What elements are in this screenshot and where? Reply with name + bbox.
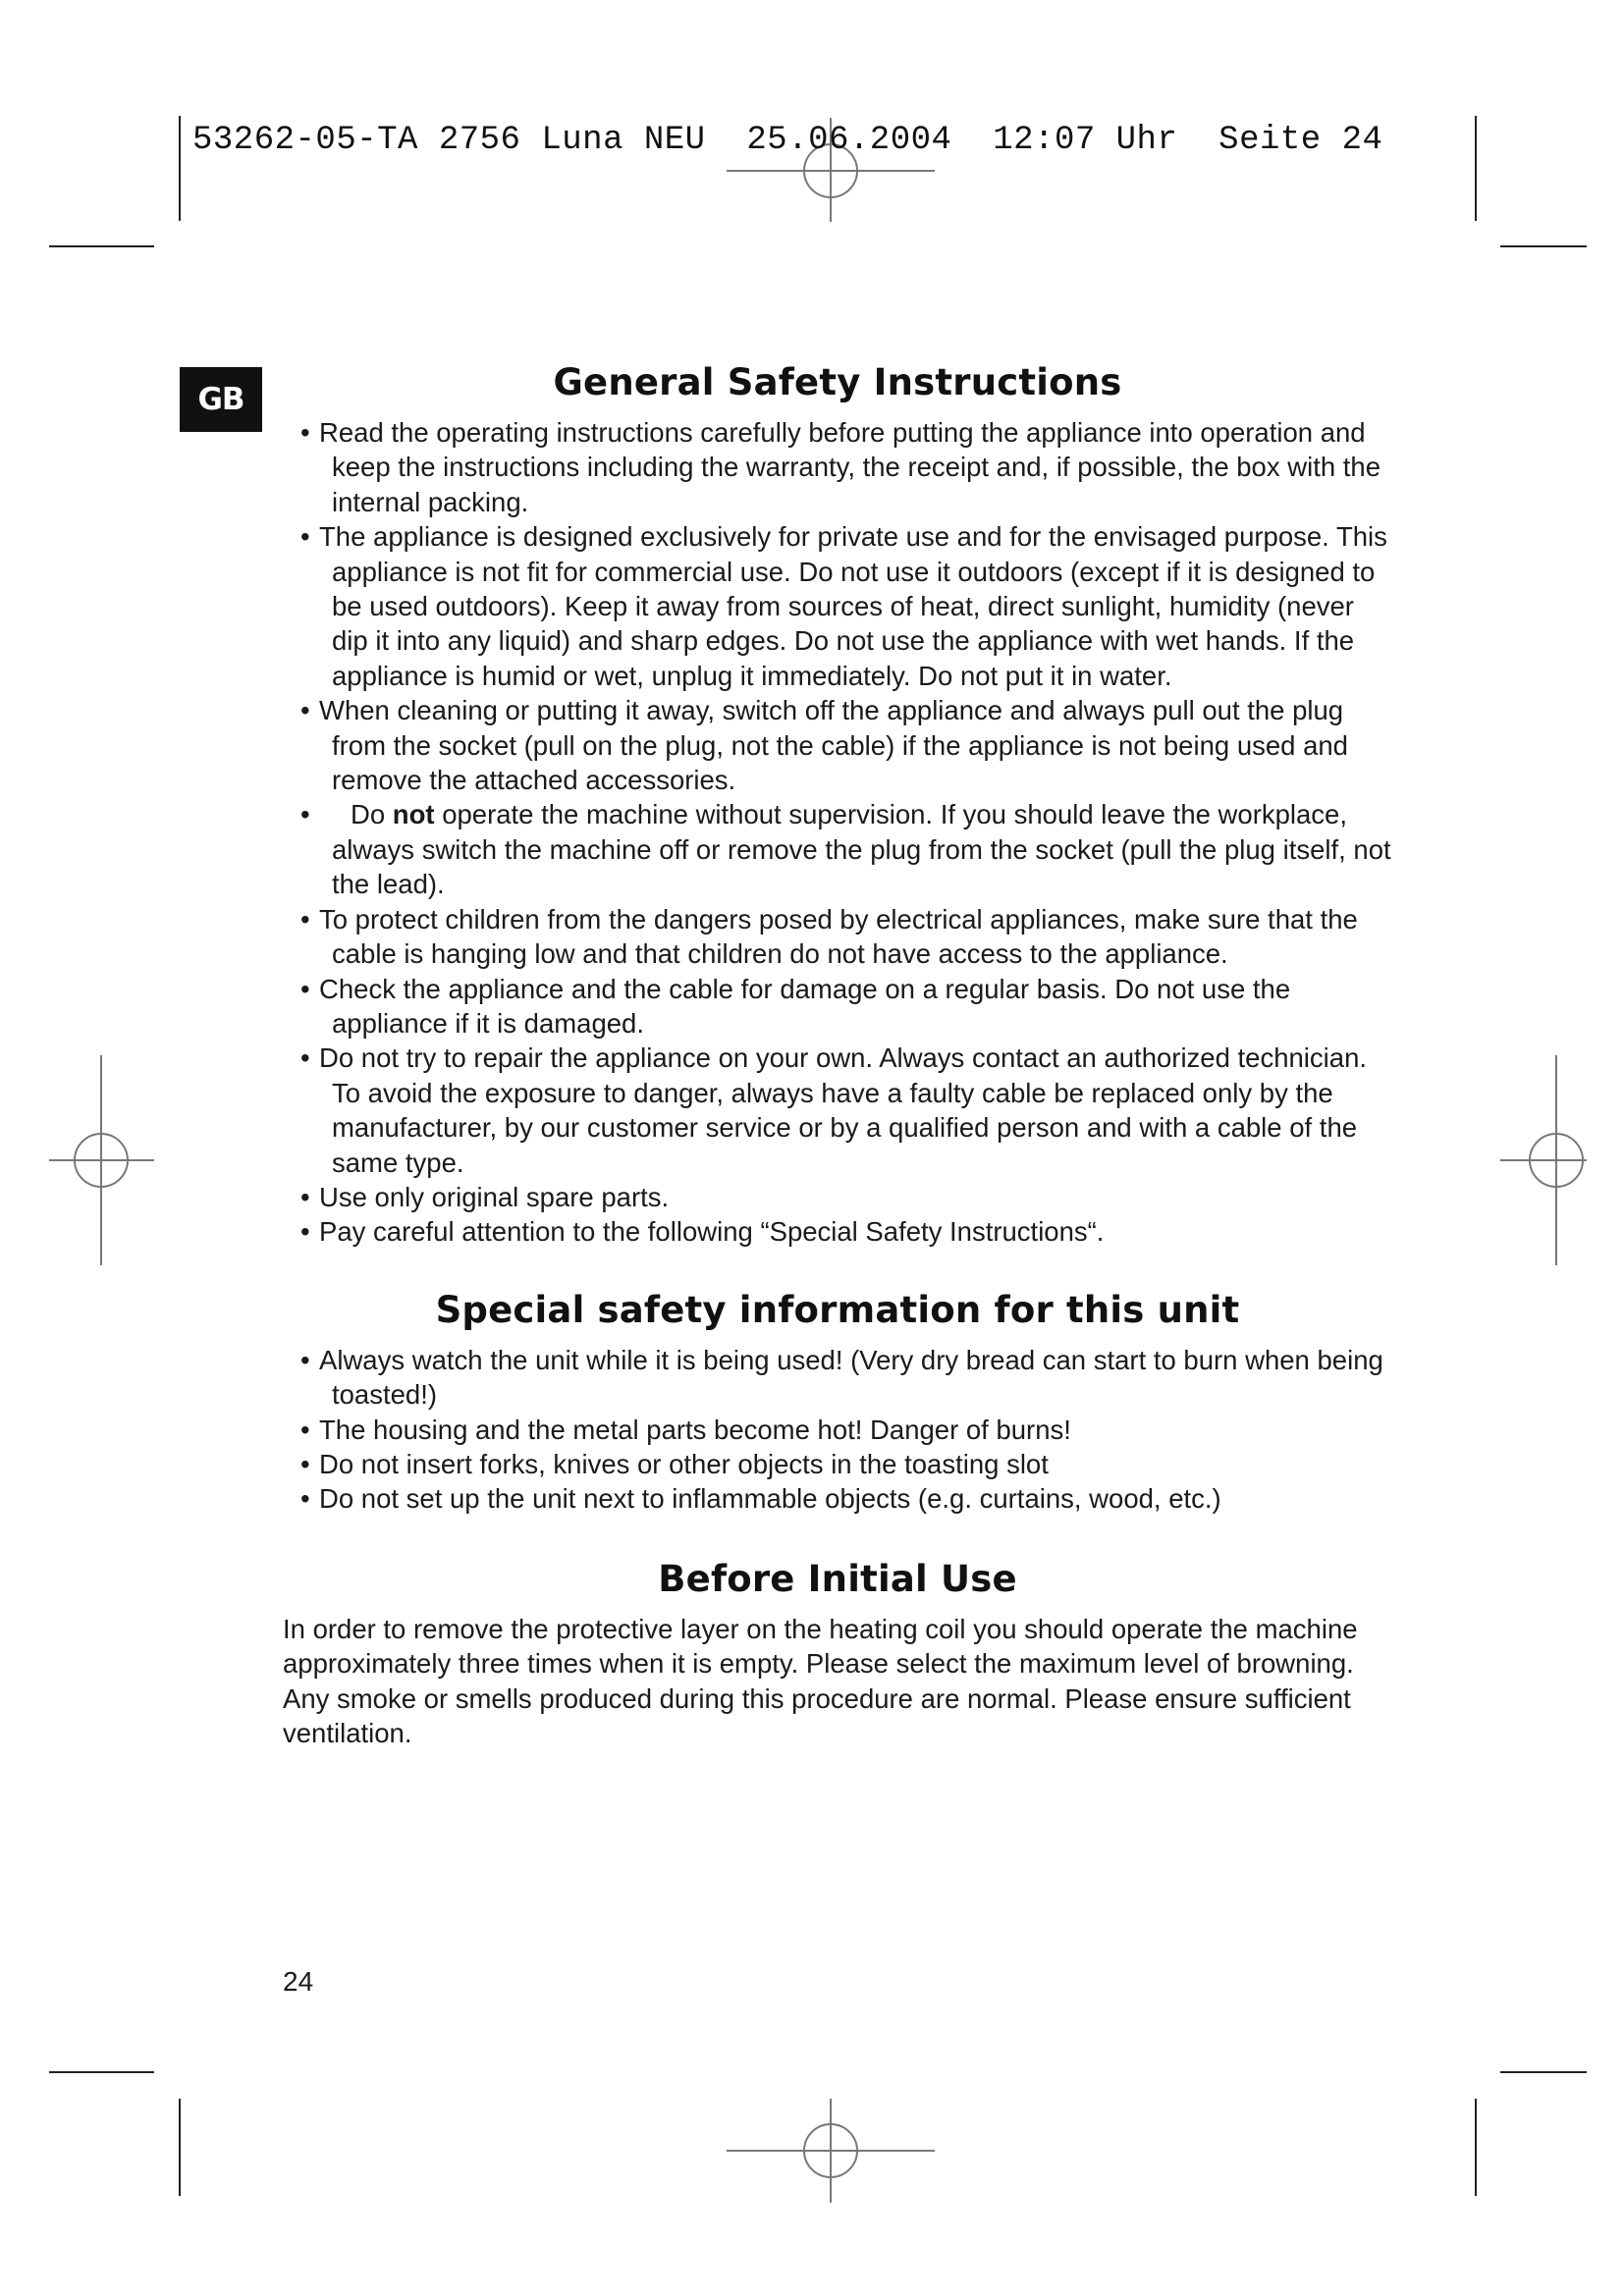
list-item: • The appliance is designed exclusively for private use and for the envisaged purpose. This appliance is not fit for commercial use. Do not use it outdoors (except if it is designed to be used outdoors). Keep it away from sources of heat, direct sunlight, humidity (never dip it into any liquid) and sharp edges. Do not use the appliance with wet hands. If the appliance is humid or wet, unplug it immediately. Do not put it in water.: [300, 521, 1387, 691]
language-tab: GB: [180, 367, 262, 432]
list-item: • The housing and the metal parts become hot! Danger of burns!: [300, 1414, 1071, 1445]
list-item: • Do not insert forks, knives or other objects in the toasting slot: [300, 1448, 1049, 1479]
special-safety-list: [283, 1343, 1392, 1517]
page-number: 24: [283, 1966, 314, 1997]
list-item: • Always watch the unit while it is being used! (Very dry bread can start to burn when being toasted!): [300, 1344, 1383, 1411]
special-safety-title: Special safety information for this unit: [435, 1288, 1240, 1331]
registration-mark-right: [1500, 1055, 1587, 1265]
list-item: • Do not operate the machine without supervision. If you should leave the workplace, always switch the machine off or remove the plug from the socket (pull the plug itself, not the lead).: [300, 799, 1391, 900]
list-item: • Do not set up the unit next to inflammable objects (e.g. curtains, wood, etc.): [300, 1483, 1221, 1515]
general-safety-list: [283, 415, 1392, 1250]
list-item: • Pay careful attention to the following “Special Safety Instructions“.: [300, 1216, 1105, 1248]
list-item: • Do not try to repair the appliance on your own. Always contact an authorized technician. To avoid the exposure to danger, always have a faulty cable be replaced only by the manufacturer, by our customer service or by a qualified person and with a cable of the same type.: [300, 1042, 1368, 1178]
general-safety-title: General Safety Instructions: [553, 361, 1122, 403]
list-item: • Read the operating instructions carefully before putting the appliance into operation and keep the instructions including the warranty, the receipt and, if possible, the box with the internal packing.: [300, 417, 1381, 517]
before-initial-use-text: In order to remove the protective layer on the heating coil you should operate the machine approximately three times when it is empty. Please select the maximum level of browning. Any smoke or smells produced during this procedure are normal. Please ensure sufficient ventilation.: [283, 1613, 1358, 1748]
list-item: • Check the appliance and the cable for damage on a regular basis. Do not use the appliance if it is damaged.: [300, 973, 1291, 1039]
list-item: • When cleaning or putting it away, switch off the appliance and always pull out the plug from the socket (pull on the plug, not the cable) if the appliance is not being used and remove the attached accessories.: [300, 695, 1348, 796]
list-item: • Use only original spare parts.: [300, 1181, 670, 1212]
registration-mark-bottom: [727, 2099, 935, 2203]
print-header: 53262-05-TA 2756 Luna NEU 25.06.2004 12:07 Uhr Seite 24: [192, 122, 1383, 159]
main-content: [283, 361, 1392, 1750]
registration-mark-left: [49, 1055, 154, 1265]
list-item: • To protect children from the dangers posed by electrical appliances, make sure that the cable is hanging low and that children do not have access to the appliance.: [300, 903, 1358, 970]
before-initial-use-title: Before Initial Use: [658, 1557, 1017, 1600]
